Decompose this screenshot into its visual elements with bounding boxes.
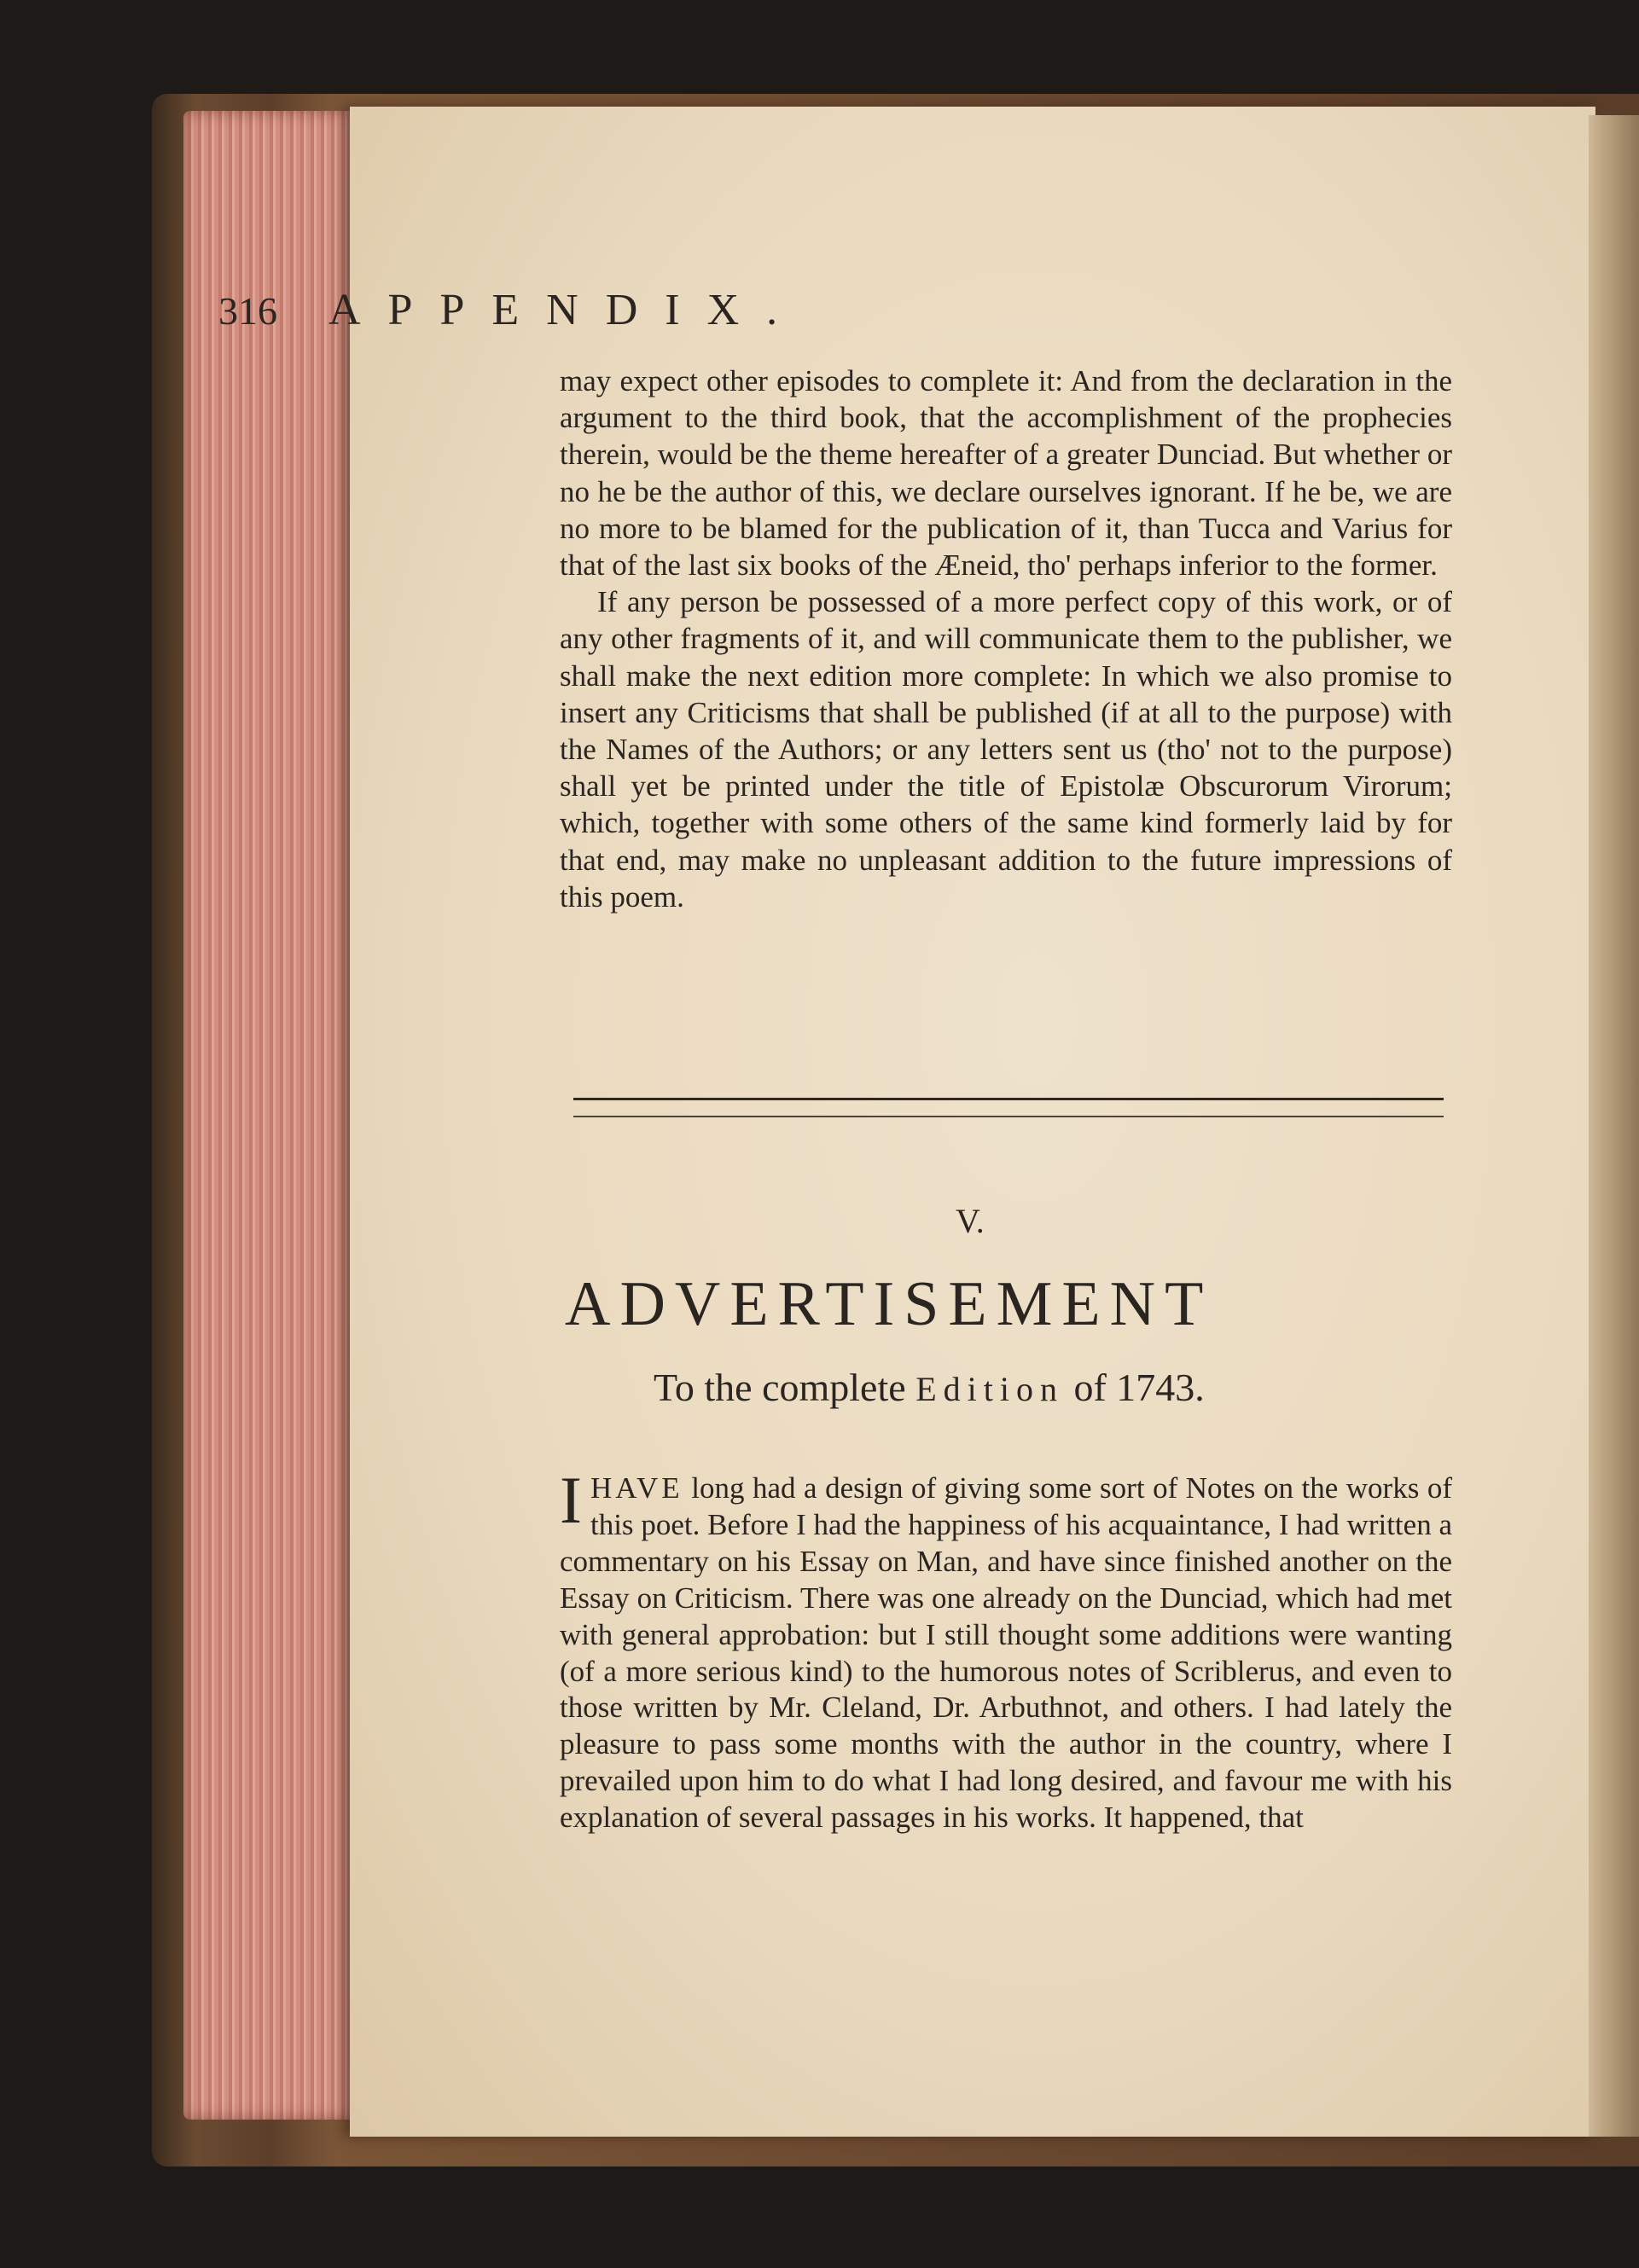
section-rule-bottom bbox=[573, 1116, 1444, 1117]
section-number: V. bbox=[956, 1202, 985, 1240]
bottom-text-block bbox=[560, 1463, 1452, 1836]
subtitle-suffix: of 1743. bbox=[1073, 1366, 1205, 1409]
top-paragraph-2: If any person be possessed of a more perfect copy of this work, or of any other fragments of it, and will communicate them to the publisher, we shall make the next edition more complete: In which we also promise to insert any Criticisms that shall be published (if at all to the purpose) with the Names of the Authors; or any letters sent us (tho' not to the purpose) shall yet be printed under the title of Epistolæ Obscurorum Virorum; which, together with some others of the same kind formerly laid by for that end, may make no unpleasant addition to the future impressions of this poem. bbox=[560, 585, 1452, 914]
section-rule-top bbox=[573, 1098, 1444, 1100]
section-title: ADVERTISEMENT bbox=[565, 1269, 1213, 1339]
page-edges bbox=[183, 111, 354, 2120]
section-subtitle bbox=[654, 1365, 1205, 1410]
top-paragraph-1: may expect other episodes to complete it: And from the declaration in the argument to the third book, that the accomplishment of the prophecies therein, would be the theme hereafter of a greater Dunciad. But whether or no he be the author of this, we declare ourselves ignorant. If he be, we are no more to be blamed for the publication of it, than Tucca and Varius for that of the last six books of the Æneid, tho' perhaps inferior to the former. bbox=[560, 364, 1452, 583]
lead-in: HAVE bbox=[590, 1471, 683, 1505]
subtitle-edition: Edition bbox=[915, 1370, 1064, 1408]
facing-page-edge bbox=[1589, 115, 1639, 2137]
top-text-block bbox=[560, 363, 1452, 915]
subtitle-prefix: To the complete bbox=[654, 1366, 906, 1409]
bottom-paragraph-text: long had a design of giving some sort of Notes on the works of this poet. Before I had the happiness of his acquaintance, I had written a commentary on his Essay on Man, and have since finished another on the Essay on Criticism. There was one already on the Dunciad, which had met with general approbation: but I still thought some additions were wanting (of a more serious kind) to the humorous notes of Scriblerus, and even to those written by Mr. Cleland, Dr. Arbuthnot, and others. I had lately the pleasure to pass some months with the author in the country, where I prevailed upon him to do what I had long desired, and favour me with his explanation of several passages in his works. It happened, that bbox=[560, 1471, 1452, 1835]
bottom-paragraph bbox=[560, 1463, 1452, 1836]
running-head-title: APPENDIX. bbox=[328, 286, 805, 334]
page-number: 316 bbox=[218, 289, 277, 333]
drop-cap: I bbox=[560, 1463, 582, 1537]
